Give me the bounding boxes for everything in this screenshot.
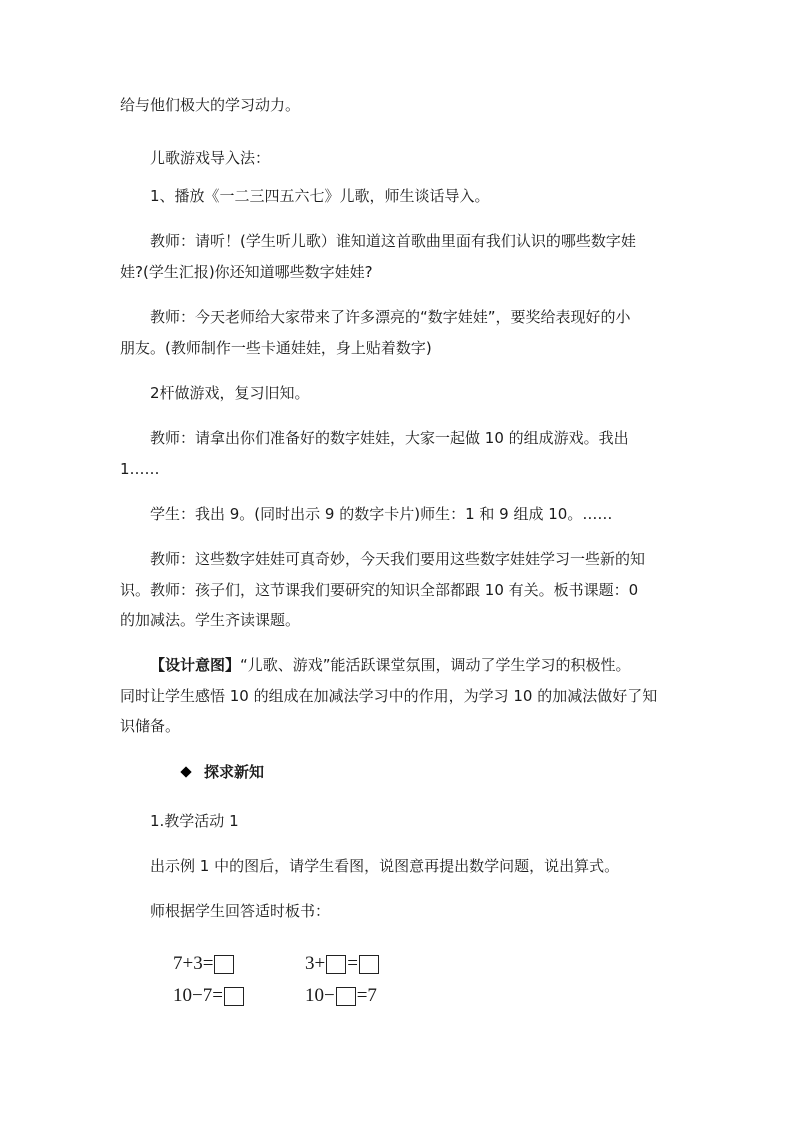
answer-box xyxy=(224,987,244,1006)
paragraph-line: 给与他们极大的学习动力。 xyxy=(120,96,301,114)
section-subtitle: 儿歌游戏导入法： xyxy=(150,149,271,167)
section-heading-text: 探求新知 xyxy=(204,763,265,781)
paragraph-line: 1.教学活动 1 xyxy=(150,812,239,830)
design-intent-text: “儿歌、游戏”能活跃课堂氛围，调动了学生学习的积极性。 xyxy=(240,656,631,674)
answer-box xyxy=(359,955,379,974)
paragraph-line: 朋友。(教师制作一些卡通娃娃，身上贴着数字) xyxy=(120,339,432,357)
paragraph-line: 娃?(学生汇报)你还知道哪些数字娃娃? xyxy=(120,263,373,281)
answer-box xyxy=(326,955,346,974)
paragraph-line: 1…… xyxy=(120,460,160,478)
paragraph-line: 的加减法。学生齐读课题。 xyxy=(120,611,301,629)
paragraph-line: 1、播放《一二三四五六七》儿歌，师生谈话导入。 xyxy=(150,187,490,205)
paragraph-line: 同时让学生感悟 10 的组成在加减法学习中的作用，为学习 10 的加减法做好了知 xyxy=(120,687,658,705)
design-intent-label: 【设计意图】 xyxy=(150,656,241,674)
diamond-bullet-icon xyxy=(180,766,191,777)
paragraph-line: 识储备。 xyxy=(120,717,181,735)
section-heading xyxy=(180,762,264,782)
paragraph-line: 教师：今天老师给大家带来了许多漂亮的“数字娃娃”，要奖给表现好的小 xyxy=(150,308,631,326)
paragraph-line: 教师：请拿出你们准备好的数字娃娃，大家一起做 10 的组成游戏。我出 xyxy=(150,429,629,447)
paragraph-line: 识。教师：孩子们，这节课我们要研究的知识全部都跟 10 有关。板书课题：0 xyxy=(120,581,639,599)
equation-subtraction-2: 10− =7 xyxy=(305,985,377,1006)
design-intent-line xyxy=(150,655,631,675)
equation-addition-1: 7+3= xyxy=(173,952,235,976)
answer-box xyxy=(336,987,356,1006)
paragraph-line: 2杆做游戏，复习旧知。 xyxy=(150,384,310,402)
paragraph-line: 出示例 1 中的图后，请学生看图，说图意再提出数学问题，说出算式。 xyxy=(150,857,620,875)
paragraph-line: 师根据学生回答适时板书： xyxy=(150,902,331,920)
paragraph-line: 教师：这些数字娃娃可真奇妙，今天我们要用这些数字娃娃学习一些新的知 xyxy=(150,550,646,568)
paragraph-line: 学生：我出 9。(同时出示 9 的数字卡片)师生：1 和 9 组成 10。…… xyxy=(150,505,613,523)
paragraph-line: 教师：请听！(学生听儿歌）谁知道这首歌曲里面有我们认识的哪些数字娃 xyxy=(150,232,636,250)
equation-addition-2: 3+ = xyxy=(305,952,380,976)
equation-subtraction-1: 10−7= xyxy=(173,984,245,1008)
answer-box xyxy=(214,955,234,974)
